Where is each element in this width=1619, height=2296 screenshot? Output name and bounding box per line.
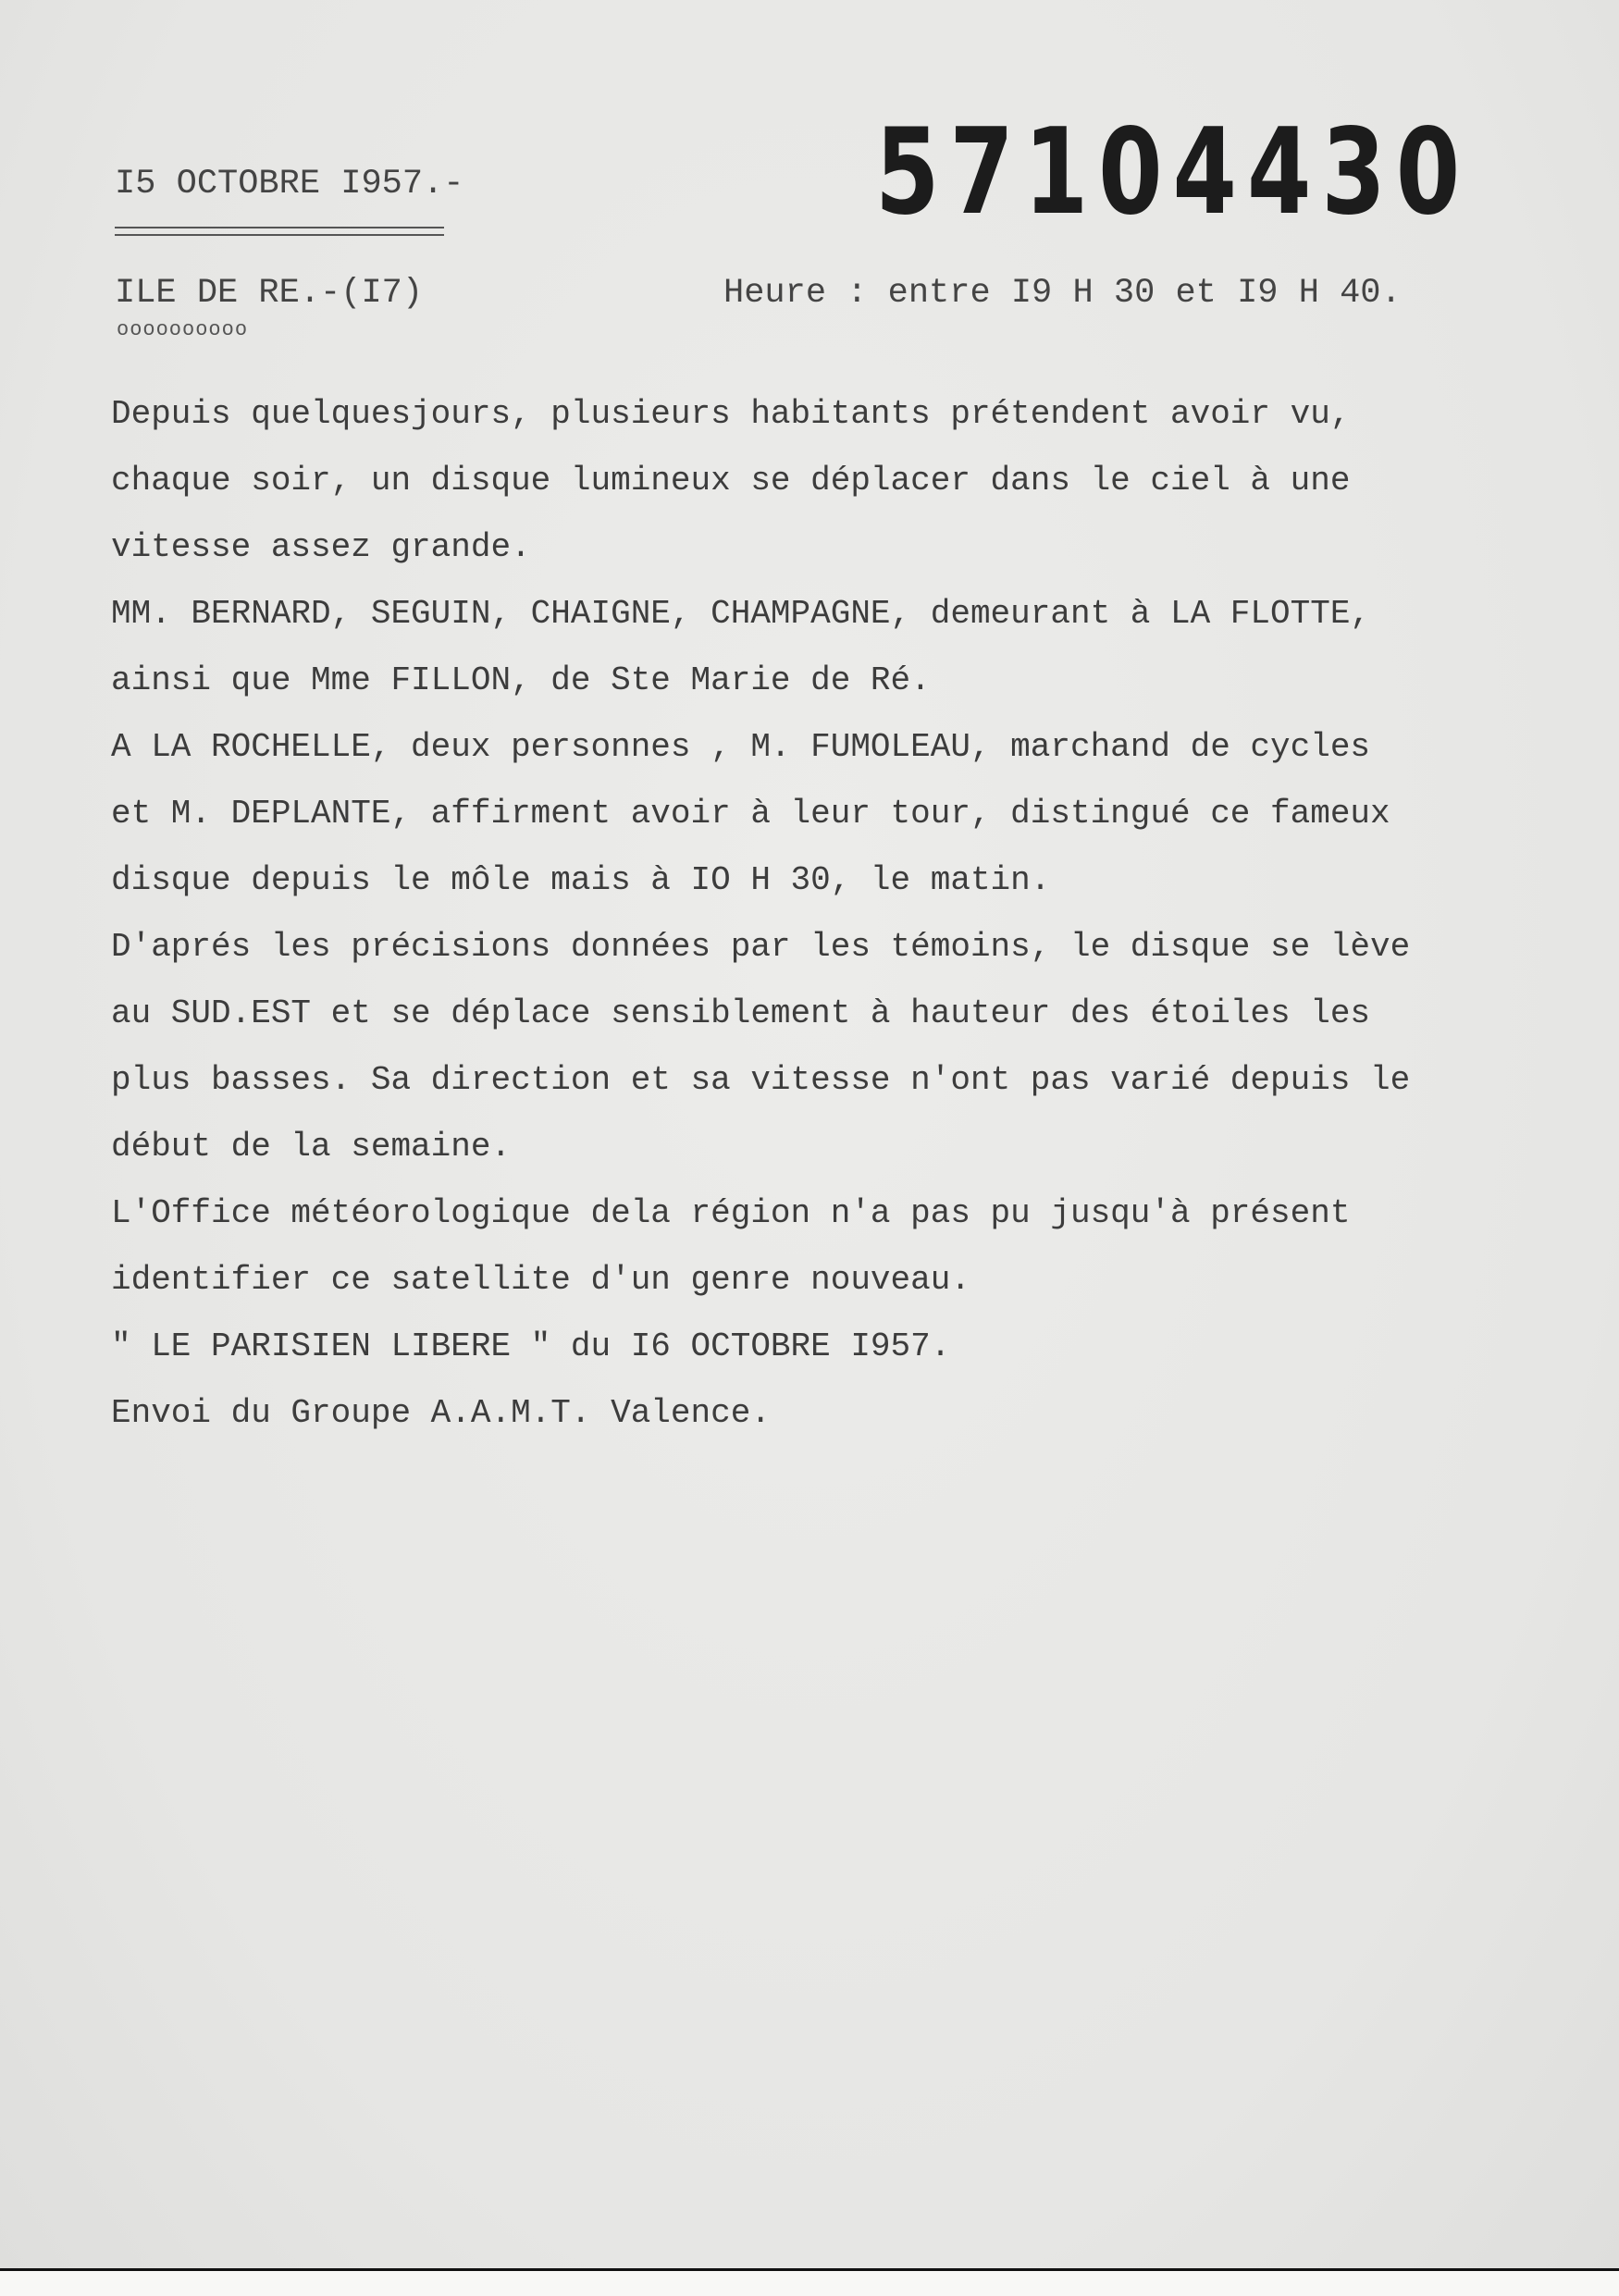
text-line: L'Office météorologique dela région n'a pas pu jusqu'à présent [111,1194,1351,1232]
document-date: I5 OCTOBRE I957.- [115,165,464,204]
text-line: ainsi que Mme FILLON, de Ste Marie de Ré. [111,661,931,699]
report-body [111,381,1554,1447]
text-line: début de la semaine. [111,1128,512,1166]
text-line: chaque soir, un disque lumineux se déplacer dans le ciel à une [111,462,1351,500]
text-line: identifier ce satellite d'un genre nouveau. [111,1261,970,1299]
location-heading: ILE DE RE.-(I7) [115,274,424,313]
text-line: vitesse assez grande. [111,528,531,566]
text-line: Depuis quelquesjours, plusieurs habitants prétendent avoir vu, [111,395,1351,433]
text-line: au SUD.EST et se déplace sensiblement à hauteur des étoiles les [111,994,1371,1032]
text-line: et M. DEPLANTE, affirment avoir à leur tour, distingué ce fameux [111,795,1390,833]
date-underline [115,227,444,236]
reference-number: 57104430 [875,104,1471,241]
time-range: Heure : entre I9 H 30 et I9 H 40. [723,274,1402,313]
page-bottom-edge [0,2268,1619,2296]
text-line: MM. BERNARD, SEGUIN, CHAIGNE, CHAMPAGNE, demeurant à LA FLOTTE, [111,595,1371,633]
location-underline: oooooooooo [117,318,249,341]
text-line: A LA ROCHELLE, deux personnes , M. FUMOLEAU, marchand de cycles [111,728,1371,766]
text-line: disque depuis le môle mais à IO H 30, le matin. [111,861,1051,899]
text-line: plus basses. Sa direction et sa vitesse n'ont pas varié depuis le [111,1061,1411,1099]
source-citation: " LE PARISIEN LIBERE " du I6 OCTOBRE I957. [111,1327,951,1365]
sender-note: Envoi du Groupe A.A.M.T. Valence. [111,1394,771,1432]
text-line: D'aprés les précisions données par les témoins, le disque se lève [111,928,1411,966]
